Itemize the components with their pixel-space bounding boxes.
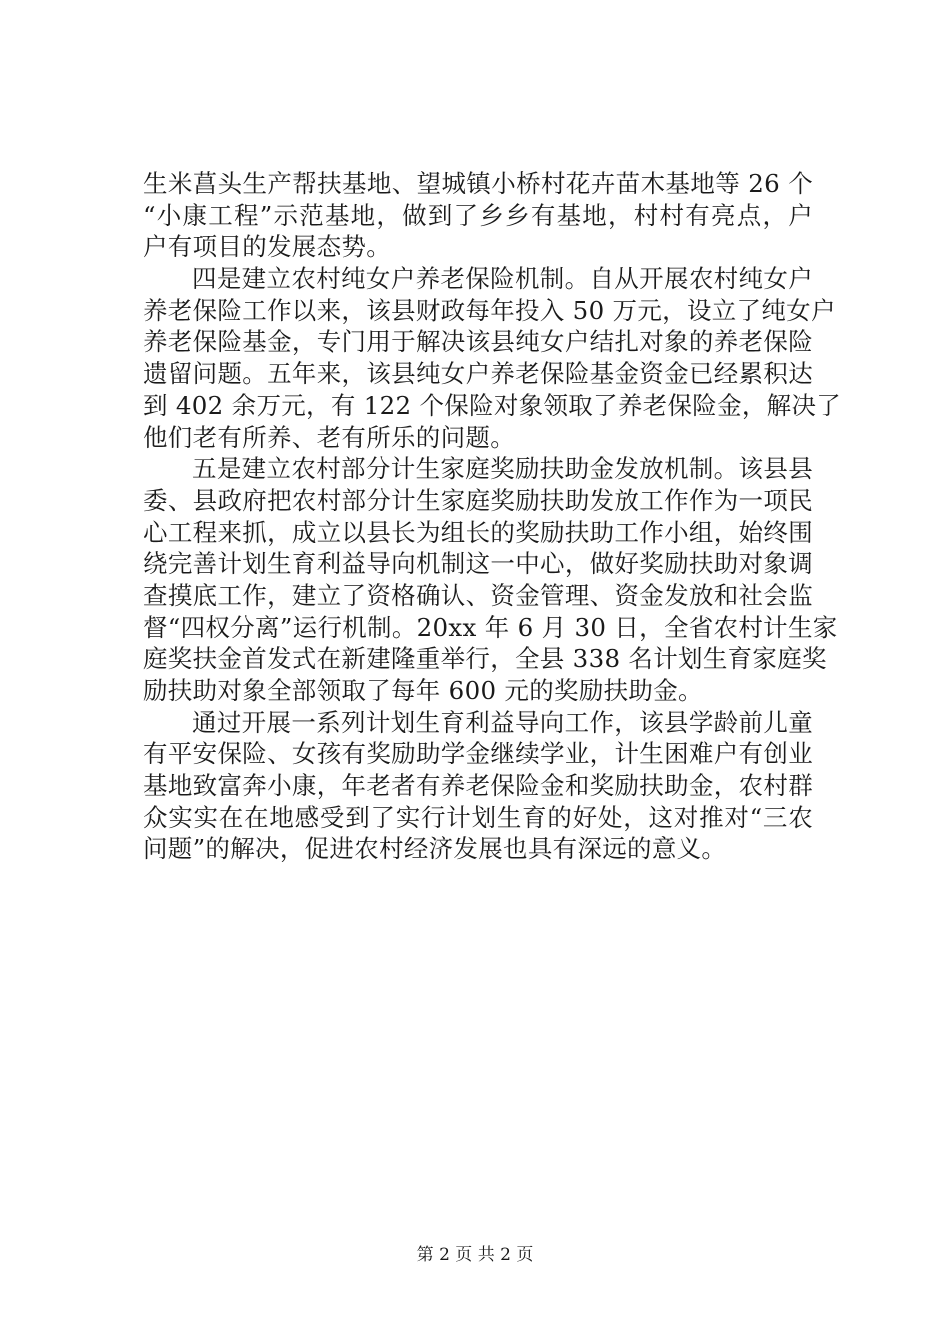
text-line: 户有项目的发展态势。 [143, 232, 391, 262]
text-line: 励扶助对象全部领取了每年 600 元的奖励扶助金。 [143, 676, 703, 705]
text-line: 养老保险工作以来，该县财政每年投入 50 万元，设立了纯女户 [143, 295, 836, 325]
paragraph [143, 707, 813, 865]
text-line: 遗留问题。五年来，该县纯女户养老保险基金资金已经累积达 [143, 359, 813, 389]
text-line: 绕完善计划生育利益导向机制这一中心，做好奖励扶助对象调 [143, 549, 813, 579]
document-body [143, 168, 842, 865]
text-line: 生米菖头生产帮扶基地、望城镇小桥村花卉苗木基地等 26 个 [143, 169, 813, 198]
text-line: 庭奖扶金首发式在新建隆重举行，全县 338 名计划生育家庭奖 [143, 644, 827, 674]
text-line: 五是建立农村部分计生家庭奖励扶助金发放机制。该县县 [192, 454, 813, 484]
text-line: 四是建立农村纯女户养老保险机制。自从开展农村纯女户 [192, 264, 813, 294]
text-line: 问题”的解决，促进农村经济发展也具有深远的意义。 [143, 834, 727, 864]
text-line: 他们老有所养、老有所乐的问题。 [143, 422, 515, 452]
text-line: “小康工程”示范基地，做到了乡乡有基地，村村有亮点，户 [143, 200, 813, 230]
paragraph [143, 453, 838, 707]
text-line: 通过开展一系列计划生育利益导向工作，该县学龄前儿童 [192, 707, 813, 737]
text-line: 到 402 余万元，有 122 个保险对象领取了养老保险金，解决了 [143, 390, 842, 420]
text-line: 养老保险基金，专门用于解决该县纯女户结扎对象的养老保险 [143, 327, 813, 357]
text-line: 众实实在在地感受到了实行计划生育的好处，这对推对“三农 [143, 802, 813, 832]
page-footer: 第 2 页 共 2 页 [416, 1245, 534, 1265]
text-line: 督“四权分离”运行机制。20xx 年 6 月 30 日，全省农村计生家 [143, 612, 838, 642]
text-line: 基地致富奔小康，年老者有养老保险金和奖励扶助金，农村群 [143, 771, 813, 801]
text-line: 有平安保险、女孩有奖励助学金继续学业，计生困难户有创业 [143, 739, 813, 769]
text-line: 心工程来抓，成立以县长为组长的奖励扶助工作小组，始终围 [143, 517, 813, 547]
text-line: 委、县政府把农村部分计生家庭奖励扶助发放工作作为一项民 [143, 485, 813, 515]
text-line: 查摸底工作，建立了资格确认、资金管理、资金发放和社会监 [143, 580, 813, 610]
paragraph [143, 263, 842, 453]
paragraph [143, 168, 813, 263]
